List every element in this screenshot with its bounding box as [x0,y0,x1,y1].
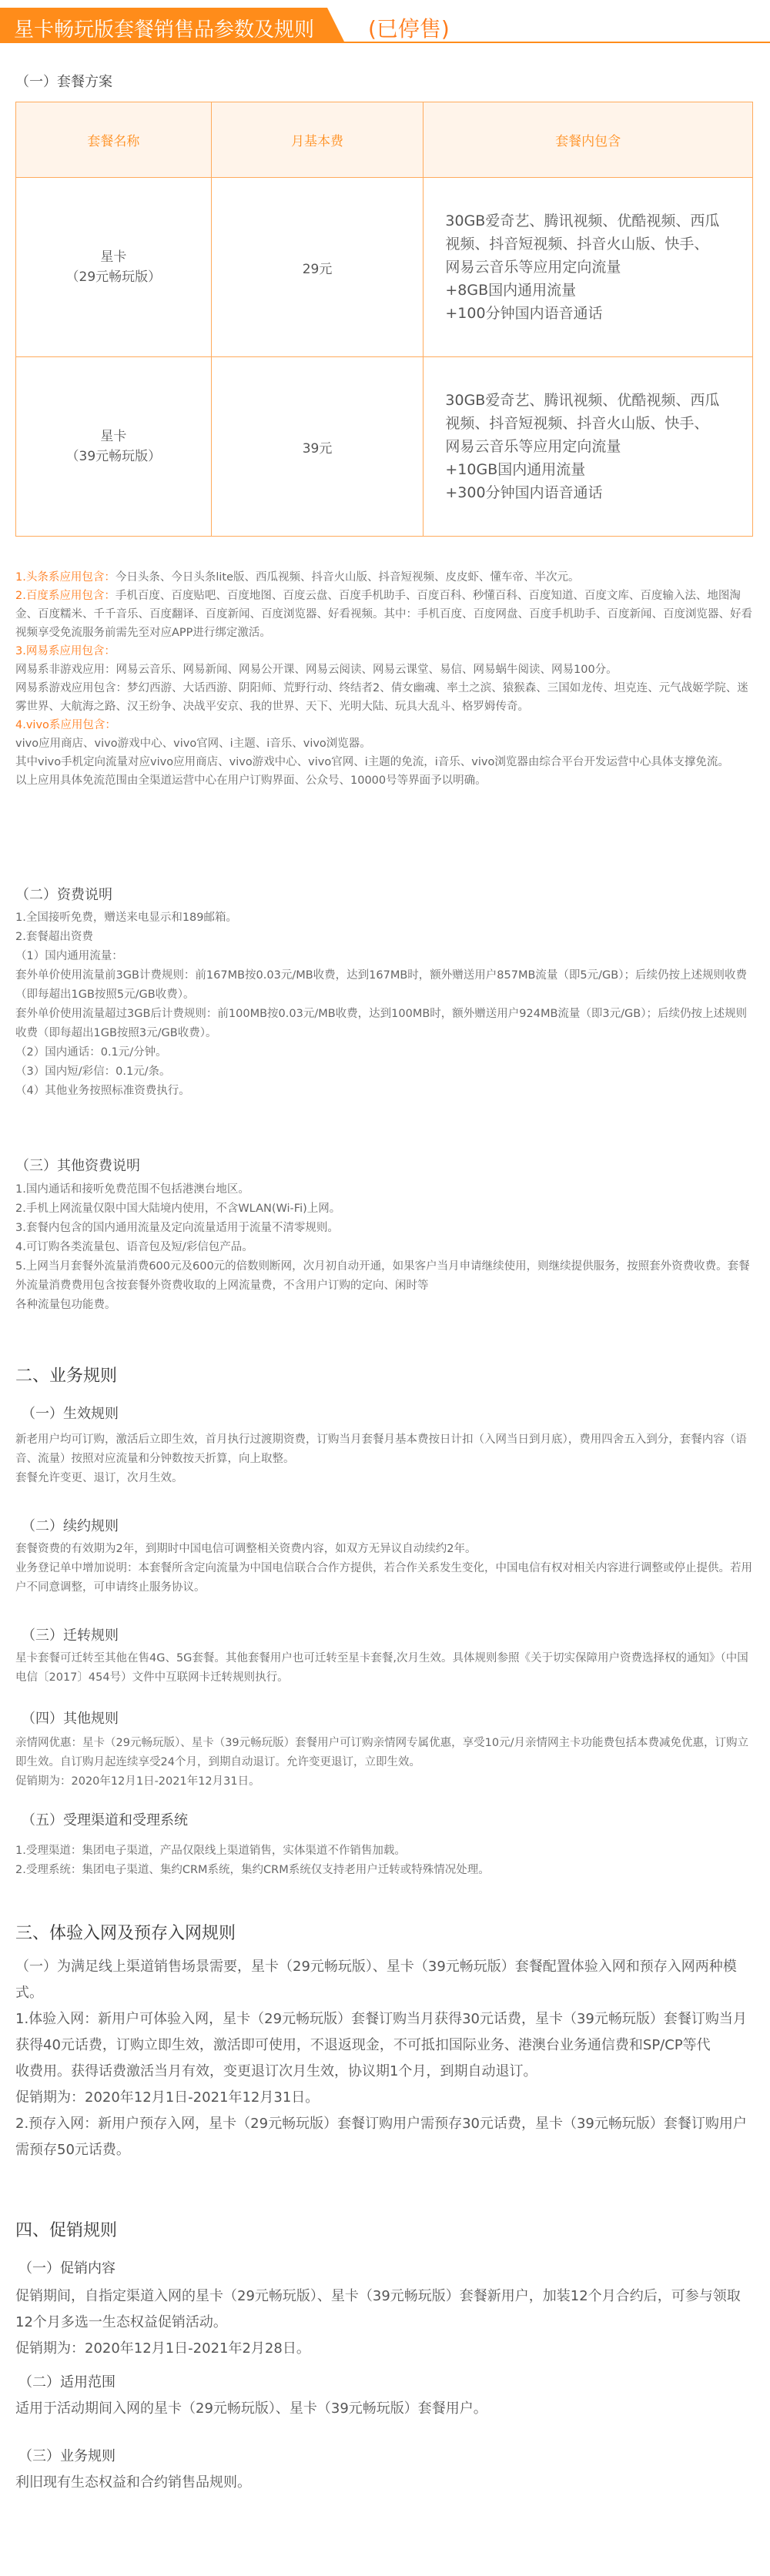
plan-content-line: +100分钟国内语音通话 [445,305,603,322]
plan-contents-cell [424,178,753,357]
app-group-text: 手机百度、百度贴吧、百度地图、百度云盘、百度手机助手、百度百科、秒懂百科、百度知道、百度文库、百度输入法、地图淘金、百度糯米、千千音乐、百度翻译、百度新闻、百度浏览器、好看视频。其中：手机百度、百度网盘、百度手机助手、百度新闻、百度浏览器、好看视频享受免流服务前需先至对应APP进行绑定激活。 [15,590,752,639]
promotion-content-title: （一）促销内容 [18,2260,116,2277]
plan-section-title: （一）套餐方案 [15,74,112,90]
experience-line: 收费用。获得话费激活当月有效，变更退订次月生效，协议期1个月，到期自动退订。 [15,2063,537,2079]
renewal-rules-block [15,1540,755,1597]
app-paragraph [15,587,755,642]
plan-name: 星卡 [100,249,127,265]
note-line: 4.可订购各类流量包、语音包及短/彩信包产品。 [15,1241,253,1253]
plan-fee: 39元 [211,357,424,537]
app-paragraph [15,568,755,587]
plan-content-line: 网易云音乐等应用定向流量 [445,438,621,455]
plan-variant: （39元畅玩版） [65,449,162,464]
plan-content-line: 30GB爱奇艺、腾讯视频、优酷视频、西瓜 [445,392,720,409]
note-line: 各种流量包功能费。 [15,1299,116,1311]
channels-title: （五）受理渠道和受理系统 [22,1812,188,1828]
app-paragraph: 其中vivo手机定向流量对应vivo应用商店、vivo游戏中心、vivo官网、i主题的免流，i音乐、vivo浏览器由综合平台开发运营中心具体支撑免流。 [15,756,729,768]
status-badge: (已停售) [368,16,450,42]
app-group-label: 4.vivo系应用包含： [15,719,116,731]
note-line: 3.套餐内包含的国内通用流量及定向流量适用于流量不清零规则。 [15,1222,339,1234]
tariff-line: （3）国内短/彩信：0.1元/条。 [15,1066,171,1078]
other-rules-title: （四）其他规则 [22,1711,119,1727]
scope-line: 适用于活动期间入网的星卡（29元畅玩版）、星卡（39元畅玩版）套餐用户。 [15,2400,487,2417]
tariff-line: 套外单价使用流量前3GB计费规则：前167MB按0.03元/MB收费，达到167MB时，额外赠送用户857MB流量（即5元/GB）；后续仍按上述规则收费（即每超出1GB按照5元/GB收费）。 [15,969,747,1001]
plan-name-cell [16,357,212,537]
rule-line: 套餐允许变更、退订，次月生效。 [15,1472,183,1484]
app-group-text: 今日头条、今日头条lite版、西瓜视频、抖音火山版、抖音短视频、皮皮虾、懂车帝、半次元。 [115,571,580,584]
table-row [16,357,753,537]
effective-rules-block [15,1430,755,1488]
rule-line: 2.受理系统：集团电子渠道、集约CRM系统，集约CRM系统仅支持老用户迁转或特殊情况处理。 [15,1864,490,1876]
business-rules-subtitle: （三）业务规则 [18,2448,116,2464]
rule-line: 促销期为：2020年12月1日-2021年12月31日。 [15,1775,260,1788]
app-group-label: 2.百度系应用包含： [15,590,116,602]
rule-line: 亲情网优惠：星卡（29元畅玩版）、星卡（39元畅玩版）套餐用户可订购亲情网专属优惠，享受10元/月亲情网主卡功能费包括本费减免优惠，订购立即生效。自订购月起连续享受24个月，到期自动退订。允许变更退订，立即生效。 [15,1737,748,1768]
note-line: 2.手机上网流量仅限中国大陆境内使用，不含WLAN(Wi-Fi)上网。 [15,1203,341,1215]
experience-title: 三、体验入网及预存入网规则 [15,1924,236,1943]
scope-block [15,2396,755,2422]
transfer-rules-title: （三）迁转规则 [22,1628,119,1644]
experience-line: 1.体验入网：新用户可体验入网，星卡（29元畅玩版）套餐订购当月获得30元话费，星卡（39元畅玩版）套餐订购当月获得40元话费，订购立即生效，激活即可使用，不退返现金，不可抵扣国际业务、港澳台业务通信费和SP/CP等代 [15,2011,747,2053]
page-title: 星卡畅玩版套餐销售品参数及规则 [14,18,315,42]
note-line: 1.国内通话和接听免费范围不包括港澳台地区。 [15,1183,249,1196]
plan-content-line: +10GB国内通用流量 [445,461,586,478]
app-paragraph [15,716,755,734]
note-line: 5.上网当月套餐外流量消费600元及600元的倍数则断网，次月初自动开通，如果客户当月申请继续使用，则继续提供服务，按照套外资费收费。套餐外流量消费费用包含按套餐外资费收取的上网流量费，不含用户订购的定向、闲时等 [15,1260,750,1292]
plan-content-line: +8GB国内通用流量 [445,282,577,299]
column-header: 月基本费 [211,102,424,178]
plan-content-line: 视频、抖音短视频、抖音火山版、快手、 [445,236,709,253]
app-paragraph: 网易系非游戏应用：网易云音乐、网易新闻、网易公开课、网易云阅读、网易云课堂、易信、网易蜗牛阅读、网易100分。 [15,664,618,676]
plan-name: 星卡 [100,429,127,444]
other-notes-title: （三）其他资费说明 [15,1158,140,1174]
plan-fee: 29元 [211,178,424,357]
plan-variant: （29元畅玩版） [65,269,162,285]
plan-contents-cell [424,357,753,537]
effective-rules-title: （一）生效规则 [22,1406,119,1422]
rule-line: 套餐资费的有效期为2年，到期时中国电信可调整相关资费内容，如双方无异议自动续约2年。 [15,1543,477,1555]
app-paragraph: 以上应用具体免流范围由全渠道运营中心在用户订购界面、公众号、10000号等界面予以明确。 [15,774,487,787]
plan-table [15,102,753,537]
tariff-line: 套外单价使用流量超过3GB后计费规则：前100MB按0.03元/MB收费，达到100MB时，额外赠送用户924MB流量（即3元/GB）；后续仍按上述规则收费（即每超出1GB按照3元/GB收费）。 [15,1008,747,1039]
plan-name-cell [16,178,212,357]
business-rules-title: 二、业务规则 [15,1367,118,1386]
other-notes-block [15,1180,755,1315]
rule-line: 新老用户均可订购，激活后立即生效，首月执行过渡期资费，订购当月套餐月基本费按日计扣（入网当日到月底），费用四舍五入到分，套餐内容（语音、流量）按照对应流量和分钟数按天折算，向上取整。 [15,1434,747,1465]
column-header: 套餐内包含 [424,102,753,178]
rule-line: 星卡套餐可迁转至其他在售4G、5G套餐。其他套餐用户也可迁转至星卡套餐,次月生效。具体规则参照《关于切实保障用户资费选择权的通知》（中国电信〔2017〕454号）文件中互联网卡迁转规则执行。 [15,1652,748,1684]
promotion-rule-line: 利旧现有生态权益和合约销售品规则。 [15,2474,251,2491]
tariff-line: （4）其他业务按照标准资费执行。 [15,1085,190,1097]
other-rules-block [15,1734,755,1791]
experience-line: （一）为满足线上渠道销售场景需要，星卡（29元畅玩版）、星卡（39元畅玩版）套餐配置体验入网和预存入网两种模式。 [15,1959,737,2001]
title-banner [0,0,770,51]
table-header-row [16,102,753,178]
scope-title: （二）适用范围 [18,2374,116,2390]
table-row [16,178,753,357]
tariff-title: （二）资费说明 [15,887,112,903]
transfer-rules-block [15,1649,755,1688]
tariff-block [15,908,755,1101]
tariff-line: 1.全国接听免费，赠送来电显示和189邮箱。 [15,912,238,924]
app-group-label: 3.网易系应用包含： [15,645,116,657]
app-group-label: 1.头条系应用包含： [15,571,116,584]
plan-content-line: 30GB爱奇艺、腾讯视频、优酷视频、西瓜 [445,212,720,229]
tariff-line: 2.套餐超出资费 [15,931,93,943]
column-header: 套餐名称 [16,102,212,178]
promotion-line: 促销期间，自指定渠道入网的星卡（29元畅玩版）、星卡（39元畅玩版）套餐新用户，加装12个月合约后，可参与领取12个月多选一生态权益促销活动。 [15,2288,741,2330]
rule-line: 1.受理渠道：集团电子渠道，产品仅限线上渠道销售，实体渠道不作销售加载。 [15,1845,406,1857]
renewal-rules-title: （二）续约规则 [22,1518,119,1534]
tariff-line: （1）国内通用流量： [15,950,123,962]
experience-block [15,1954,755,2163]
experience-line: 2.预存入网：新用户预存入网，星卡（29元畅玩版）套餐订购用户需预存30元话费，星卡（39元畅玩版）套餐订购用户需预存50元话费。 [15,2116,747,2158]
plan-content-line: 网易云音乐等应用定向流量 [445,259,621,276]
promotion-title: 四、促销规则 [15,2221,118,2240]
app-paragraph [15,642,755,661]
app-paragraph: 网易系游戏应用包含：梦幻西游、大话西游、阴阳师、荒野行动、终结者2、倩女幽魂、率土之滨、猿猴森、三国如龙传、坦克连、元气战姬学院、迷雾世界、大航海之路、汉王纷争、决战平安京、我的世界、天下、光明大陆、玩具大乱斗、格罗姆传奇。 [15,682,748,713]
channels-block [15,1842,755,1880]
app-paragraph: vivo应用商店、vivo游戏中心、vivo官网、i主题、i音乐、vivo浏览器。 [15,738,371,750]
promotion-content-block [15,2283,755,2362]
plan-content-line: +300分钟国内语音通话 [445,484,603,501]
promotion-rules-block [15,2470,755,2496]
promotion-line: 促销期为：2020年12月1日-2021年2月28日。 [15,2340,310,2357]
rule-line: 业务登记单中增加说明：本套餐所含定向流量为中国电信联合合作方提供，若合作关系发生变化，中国电信有权对相关内容进行调整或停止提供。若用户不同意调整，可申请终止服务协议。 [15,1562,752,1594]
tariff-line: （2）国内通话：0.1元/分钟。 [15,1046,167,1059]
plan-content-line: 视频、抖音短视频、抖音火山版、快手、 [445,415,709,432]
experience-line: 促销期为：2020年12月1日-2021年12月31日。 [15,2089,320,2106]
app-info-block [15,568,755,790]
